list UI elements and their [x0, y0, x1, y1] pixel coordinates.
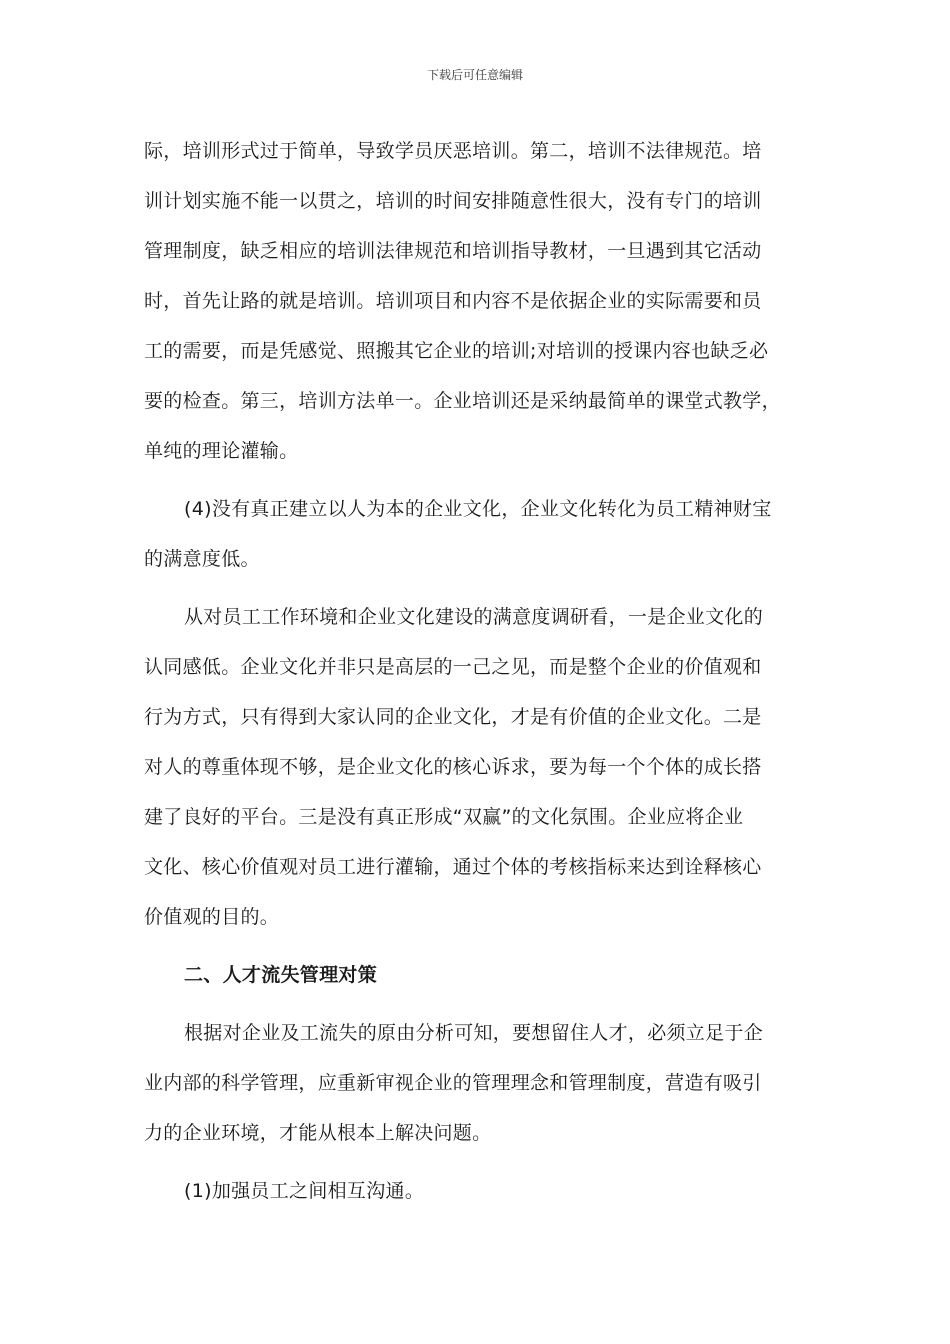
text-line: 要的检查。第三，培训方法单一。企业培训还是采纳最简单的课堂式教学，: [144, 390, 781, 412]
text-line: 价值观的目的。: [144, 906, 280, 928]
text-line: 根据对企业及工流失的原由分析可知，要想留住人才，必须立足于企: [184, 1022, 764, 1044]
text-line: 建了良好的平台。三是没有真正形成“双赢”的文化氛围。企业应将企业: [144, 806, 744, 828]
text-line: 从对员工工作环境和企业文化建设的满意度调研看，一是企业文化的: [184, 606, 764, 628]
text-line: 单纯的理论灌输。: [144, 440, 299, 462]
text-line: 工的需要，而是凭感觉、照搬其它企业的培训;对培训的授课内容也缺乏必: [144, 340, 769, 362]
section-heading: [144, 950, 806, 1000]
text-line: 际，培训形式过于简单，导致学员厌恶培训。第二，培训不法律规范。培: [144, 140, 762, 162]
document-body: [144, 126, 806, 1224]
paragraph-communication: [144, 1166, 806, 1216]
paragraph-culture-point: [144, 484, 806, 584]
text-line: (4)没有真正建立以人为本的企业文化，企业文化转化为员工精神财宝: [184, 498, 772, 520]
text-line: 训计划实施不能一以贯之，培训的时间安排随意性很大，没有专门的培训: [144, 190, 762, 212]
paragraph-countermeasures: [144, 1008, 806, 1158]
text-line: 对人的尊重体现不够，是企业文化的核心诉求，要为每一个个体的成长搭: [144, 756, 762, 778]
paragraph-training-issues: [144, 126, 806, 476]
text-line: (1)加强员工之间相互沟通。: [184, 1180, 425, 1202]
text-line: 管理制度，缺乏相应的培训法律规范和培训指导教材，一旦遇到其它活动: [144, 240, 762, 262]
text-line: 时，首先让路的就是培训。培训项目和内容不是依据企业的实际需要和员: [144, 290, 762, 312]
text-line: 行为方式，只有得到大家认同的企业文化，才是有价值的企业文化。二是: [144, 706, 762, 728]
paragraph-culture-survey: [144, 592, 806, 942]
section-title: 二、人才流失管理对策: [184, 964, 378, 986]
text-line: 业内部的科学管理，应重新审视企业的管理理念和管理制度，营造有吸引: [144, 1072, 762, 1094]
text-line: 文化、核心价值观对员工进行灌输，通过个体的考核指标来达到诠释核心: [144, 856, 762, 878]
text-line: 认同感低。企业文化并非只是高层的一己之见，而是整个企业的价值观和: [144, 656, 762, 678]
page-header: 下载后可任意编辑: [426, 68, 523, 82]
text-line: 力的企业环境，才能从根本上解决问题。: [144, 1122, 492, 1144]
text-line: 的满意度低。: [144, 548, 260, 570]
